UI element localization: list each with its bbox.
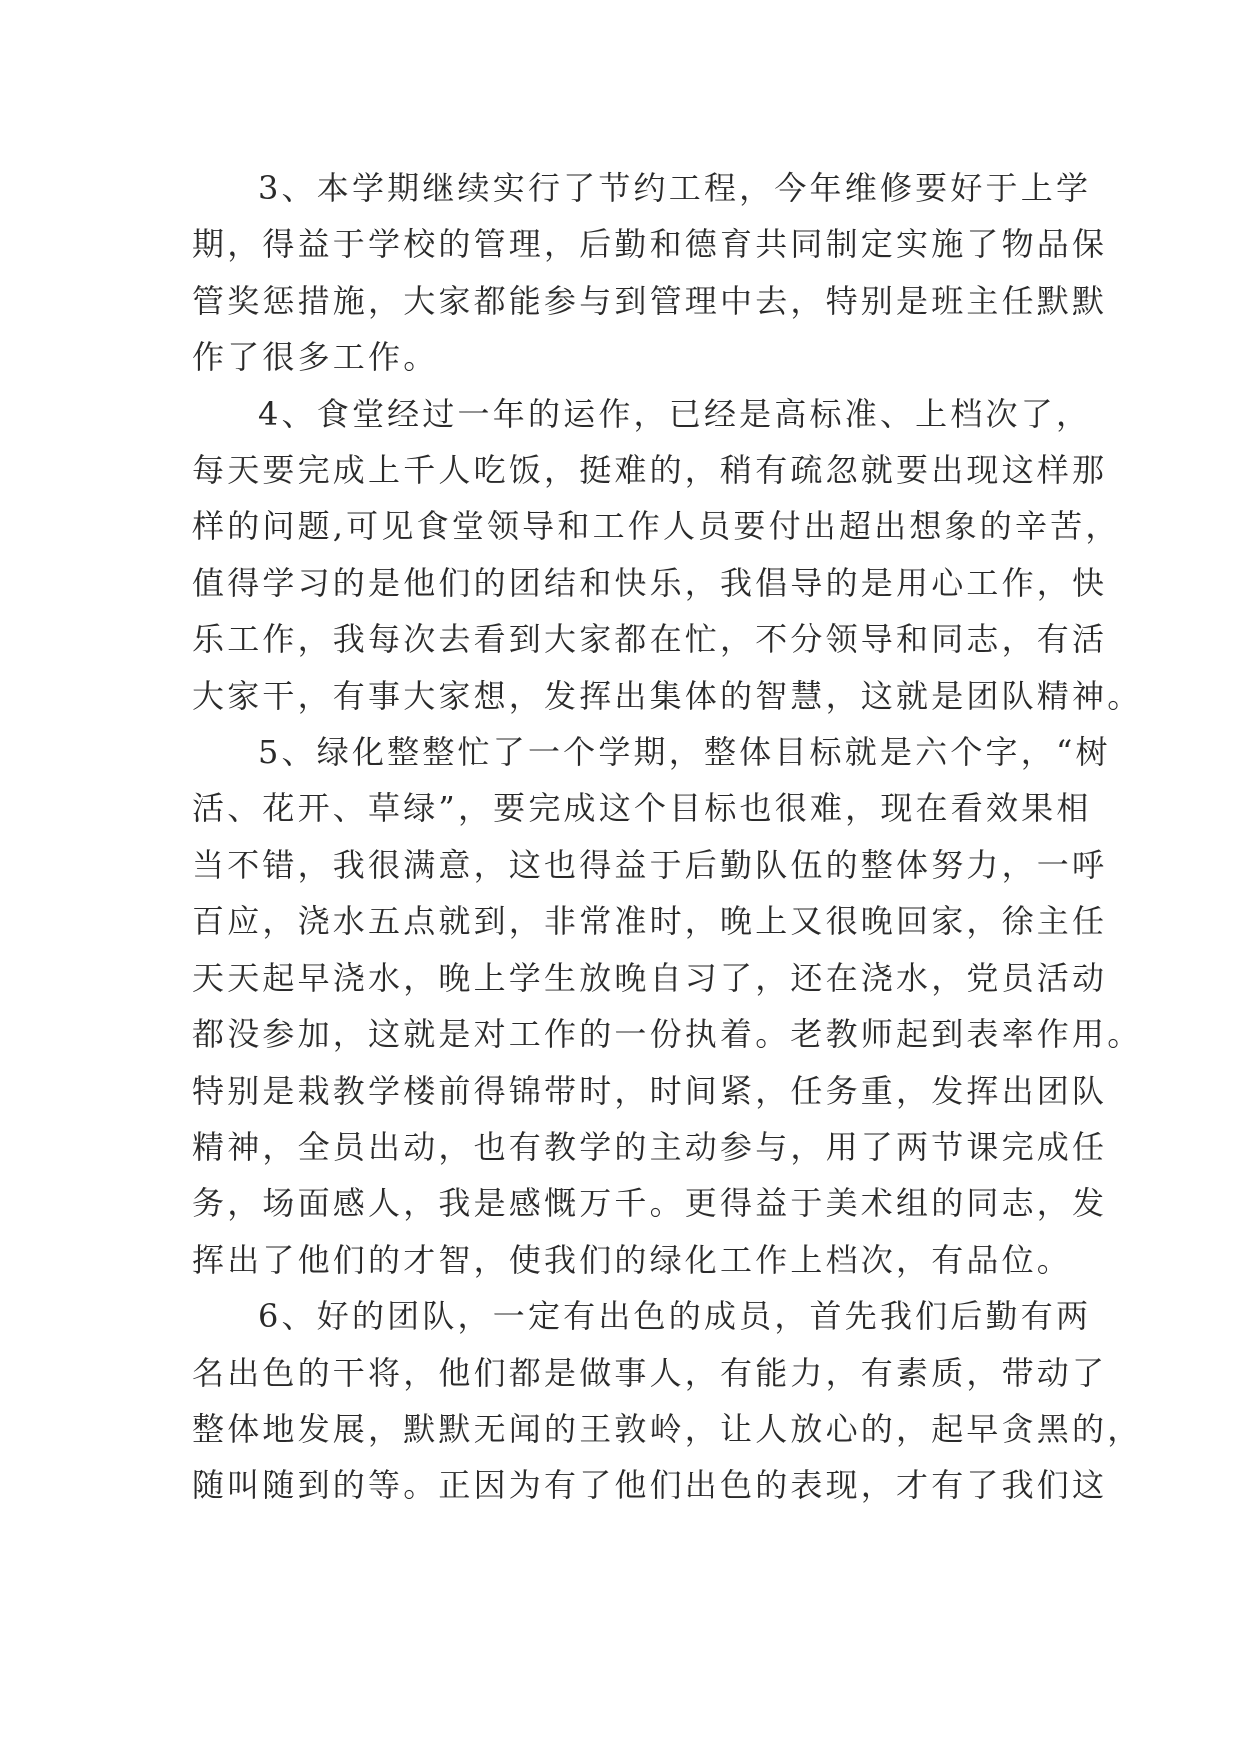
text-line: 样的问题,可见食堂领导和工作人员要付出超出想象的辛苦， bbox=[192, 507, 1121, 546]
text-line: 每天要完成上千人吃饭，挺难的，稍有疏忽就要出现这样那 bbox=[192, 451, 1108, 490]
document-body bbox=[192, 160, 1143, 1514]
text-line: 特别是栽教学楼前得锦带时，时间紧，任务重，发挥出团队 bbox=[192, 1071, 1108, 1110]
text-line: 期，得益于学校的管理，后勤和德育共同制定实施了物品保 bbox=[192, 225, 1108, 264]
text-line: 当不错，我很满意，这也得益于后勤队伍的整体努力，一呼 bbox=[192, 845, 1108, 884]
text-line: 百应，浇水五点就到，非常准时，晚上又很晚回家，徐主任 bbox=[192, 902, 1108, 941]
text-line: 乐工作，我每次去看到大家都在忙，不分领导和同志，有活 bbox=[192, 620, 1108, 659]
text-line: 名出色的干将，他们都是做事人，有能力，有素质，带动了 bbox=[192, 1353, 1108, 1392]
text-line: 天天起早浇水，晚上学生放晚自习了，还在浇水，党员活动 bbox=[192, 958, 1108, 997]
text-line: 大家干，有事大家想，发挥出集体的智慧，这就是团队精神。 bbox=[192, 676, 1143, 715]
text-line: 5、绿化整整忙了一个学期，整体目标就是六个字，“树 bbox=[258, 733, 1111, 772]
paragraph-4 bbox=[192, 386, 1143, 724]
text-line: 作了很多工作。 bbox=[192, 338, 439, 377]
text-line: 随叫随到的等。正因为有了他们出色的表现，才有了我们这 bbox=[192, 1466, 1108, 1505]
text-line: 管奖惩措施，大家都能参与到管理中去，特别是班主任默默 bbox=[192, 281, 1108, 320]
text-line: 6、好的团队，一定有出色的成员，首先我们后勤有两 bbox=[258, 1297, 1092, 1336]
paragraph-6 bbox=[192, 1288, 1143, 1514]
text-line: 务，场面感人，我是感慨万千。更得益于美术组的同志，发 bbox=[192, 1184, 1108, 1223]
paragraph-5 bbox=[192, 724, 1143, 1288]
text-line: 3、本学期继续实行了节约工程，今年维修要好于上学 bbox=[258, 169, 1092, 207]
text-line: 都没参加，这就是对工作的一份执着。老教师起到表率作用。 bbox=[192, 1015, 1143, 1054]
text-line: 4、食堂经过一年的运作，已经是高标准、上档次了， bbox=[258, 394, 1092, 433]
text-line: 活、花开、草绿”，要完成这个目标也很难，现在看效果相 bbox=[192, 789, 1092, 828]
paragraph-3 bbox=[192, 160, 1108, 386]
text-line: 精神，全员出动，也有教学的主动参与，用了两节课完成任 bbox=[192, 1127, 1108, 1166]
text-line: 整体地发展，默默无闻的王敦岭，让人放心的，起早贪黑的， bbox=[192, 1409, 1143, 1448]
text-line: 挥出了他们的才智，使我们的绿化工作上档次，有品位。 bbox=[192, 1240, 1073, 1279]
text-line: 值得学习的是他们的团结和快乐，我倡导的是用心工作，快 bbox=[192, 563, 1108, 602]
